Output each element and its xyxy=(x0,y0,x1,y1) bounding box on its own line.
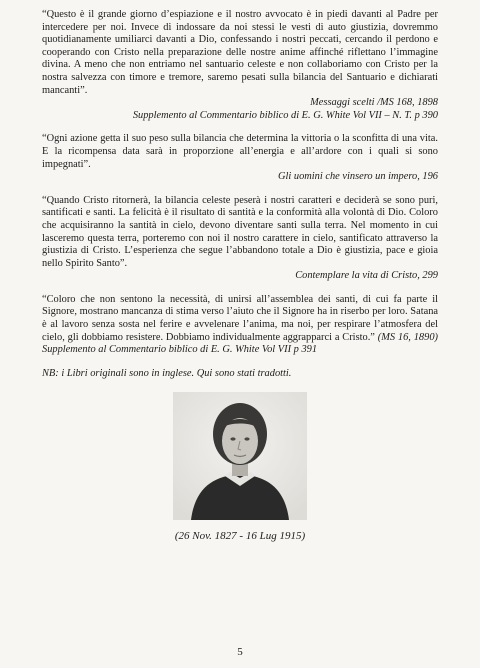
translation-note: NB: i Libri originali sono in inglese. Qui sono stati tradotti. xyxy=(42,367,292,379)
page-number: 5 xyxy=(237,646,243,658)
quote-citation: Messaggi scelti /MS 168, 1898 xyxy=(310,97,438,109)
quote-text: “Ogni azione getta il suo peso sulla bilancia che determina la vittoria o la sconfitta di una vita. E la ricompensa data sarà in proporzione all’energia e all’ardore con i quali si sono impegnati”. xyxy=(42,133,438,170)
portrait-container xyxy=(42,392,438,520)
quote-text: “Coloro che non sentono la necessità, di unirsi all’assemblea dei santi, di cui fa parte il Signore, mostrano mancanza di stima verso l’aiuto che il Signore ha in riserbo per loro. Satana è al lavoro senza sosta nel ferire e avvelenare l’anima, ma noi, per respirare l’atmosfera del cielo, gli dobbiamo resistere. Dobbiamo individualmente aggrapparci a Cristo.” xyxy=(42,293,438,343)
quote-citation: (MS 16, 1890) Supplemento al Commentario biblico di E. G. White Vol VII p 391 xyxy=(42,331,438,356)
quote-4 xyxy=(42,294,438,357)
quote-text-with-citation xyxy=(42,294,438,357)
quote-2 xyxy=(42,133,438,183)
quote-text: “Quando Cristo ritornerà, la bilancia celeste peserà i nostri caratteri e deciderà se sono puri, santificati e santi. La felicità è il risultato di santità e la conformità alla volontà di Dio. Coloro che acquisiranno la santità in cielo, devono diventare santi sulla terra. Nel momento in cui lasceremo questa terra, porteremo con noi il nostro carattere in cielo, santificato attraverso la giustizia di Cristo. L’esperienza che segue l’abbandono totale a Dio è giustizia, pace e gioia nello Spirito Santo”. xyxy=(42,194,438,269)
quote-citation: Supplemento al Commentario biblico di E. G. White Vol VII – N. T. p 390 xyxy=(132,109,438,121)
portrait-photo xyxy=(173,392,307,520)
portrait-caption: (26 Nov. 1827 - 16 Lug 1915) xyxy=(174,530,306,543)
quote-citation: Gli uomini che vinsero un impero, 196 xyxy=(278,171,438,183)
quote-citation: Contemplare la vita di Cristo, 299 xyxy=(295,270,438,282)
quote-text: “Questo è il grande giorno d’espiazione e il nostro avvocato è in piedi davanti al Padre per intercedere per noi. Invece di indossare da noi stessi le vesti di auto giustizia, dovremmo quotidianamente umiliarci davanti a Dio, confessando i nostri peccati, cercando il perdono e cooperando con Cristo nella preparazione delle nostre anime affinché riflettano l’immagine divina. A meno che non entriamo nel santuario celeste e non collaboriamo con Cristo per la nostra salvezza con timore e tremore, saremo pesati sulla bilancia del Santuario e dichiarati mancanti”. xyxy=(42,9,438,96)
quote-1 xyxy=(42,9,438,122)
quote-3 xyxy=(42,195,438,283)
portrait-illustration xyxy=(173,392,307,520)
